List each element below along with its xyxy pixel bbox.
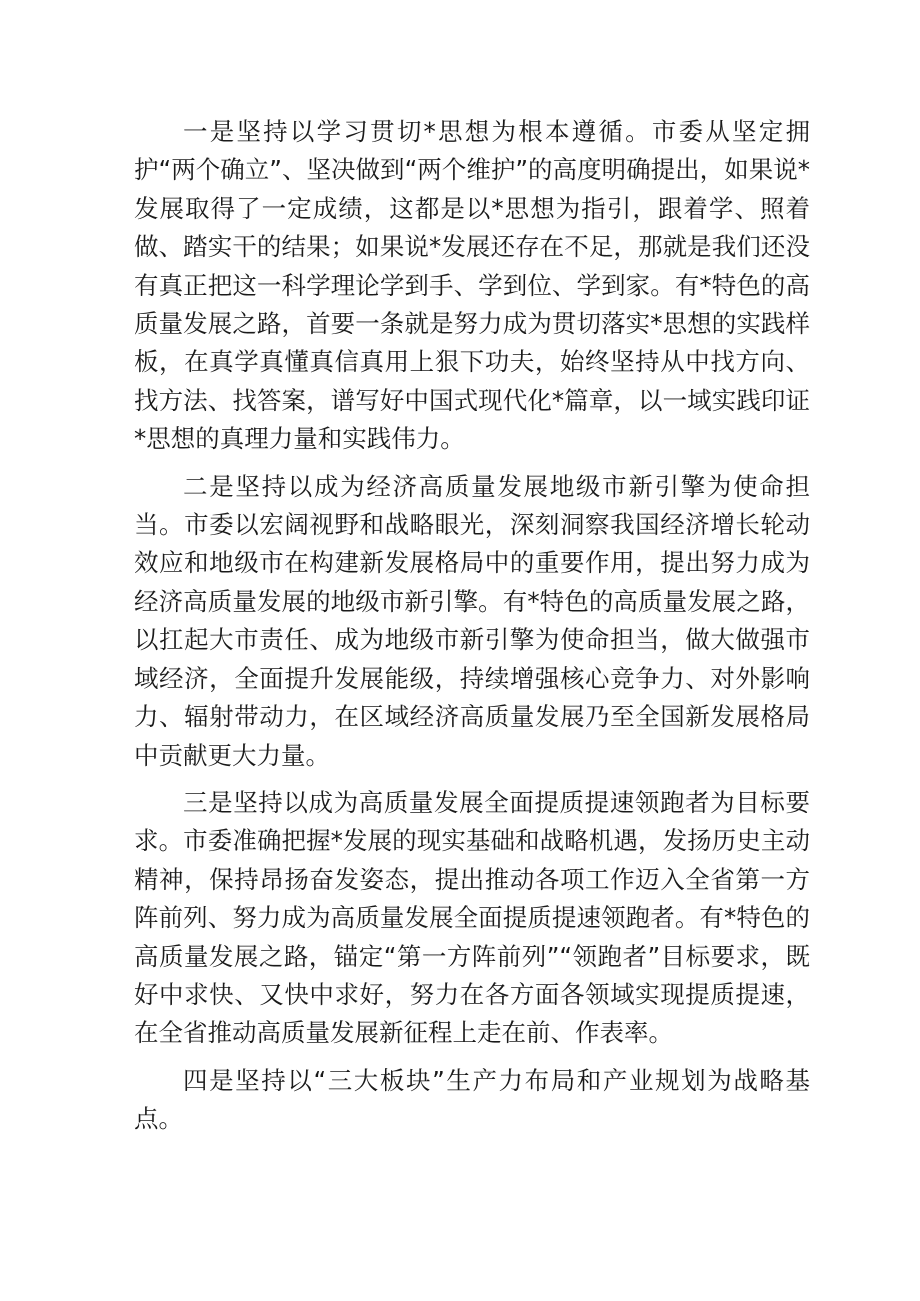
document-body bbox=[134, 113, 810, 1139]
paragraph-4: 四是坚持以“三大板块”生产力布局和产业规划为战略基点。 bbox=[134, 1065, 810, 1134]
paragraph-2: 二是坚持以成为经济高质量发展地级市新引擎为使命担当。市委以宏阔视野和战略眼光，深刻洞察我国经济增长轮动效应和地级市在构建新发展格局中的重要作用，提出努力成为经济高质量发展的地级市新引擎。有*特色的高质量发展之路，以扛起大市责任、成为地级市新引擎为使命担当，做大做强市域经济，全面提升发展能级，持续增强核心竞争力、对外影响力、辐射带动力，在区域经济高质量发展乃至全国新发展格局中贡献更大力量。 bbox=[134, 471, 810, 770]
paragraph-3: 三是坚持以成为高质量发展全面提质提速领跑者为目标要求。市委准确把握*发展的现实基础和战略机遇，发扬历史主动精神，保持昂扬奋发姿态，提出推动各项工作迈入全省第一方阵前列、努力成为高质量发展全面提质提速领跑者。有*特色的高质量发展之路，锚定“第一方阵前列”“领跑者”目标要求，既好中求快、又快中求好，努力在各方面各领域实现提质提速，在全省推动高质量发展新征程上走在前、作表率。 bbox=[134, 787, 810, 1048]
paragraph-1: 一是坚持以学习贯切*思想为根本遵循。市委从坚定拥护“两个确立”、坚决做到“两个维护”的高度明确提出，如果说*发展取得了一定成绩，这都是以*思想为指引，跟着学、照着做、踏实干的结果；如果说*发展还存在不足，那就是我们还没有真正把这一科学理论学到手、学到位、学到家。有*特色的高质量发展之路，首要一条就是努力成为贯切落实*思想的实践样板，在真学真懂真信真用上狠下功夫，始终坚持从中找方向、找方法、找答案，谱写好中国式现代化*篇章，以一域实践印证*思想的真理力量和实践伟力。 bbox=[134, 117, 810, 454]
